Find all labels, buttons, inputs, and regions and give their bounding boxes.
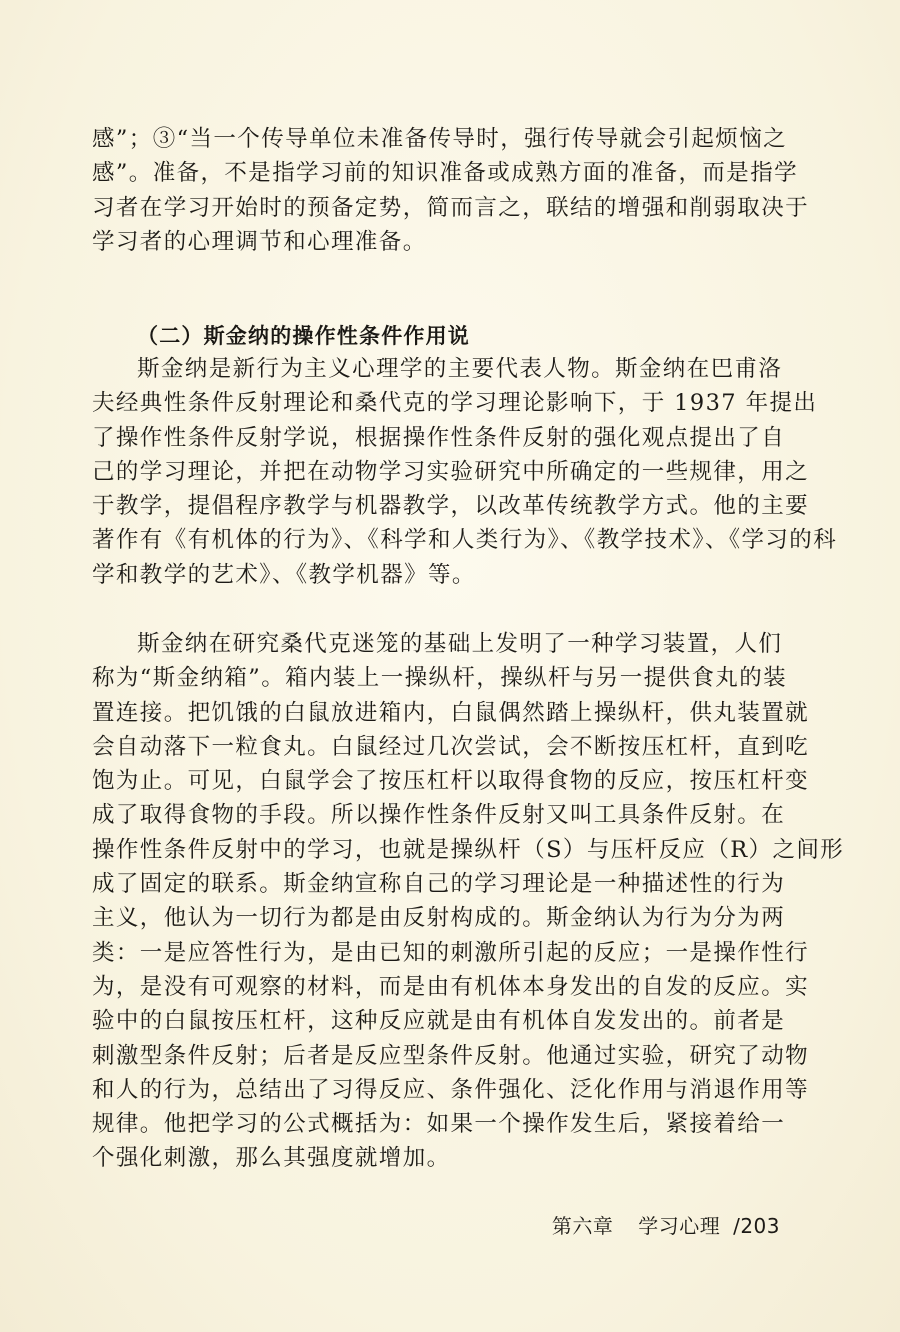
text-line: 成了取得食物的手段。所以操作性条件反射又叫工具条件反射。在 [92,802,786,829]
text-line: 置连接。把饥饿的白鼠放进箱内，白鼠偶然踏上操纵杆，供丸装置就 [92,699,810,726]
text-line: 了操作性条件反射学说，根据操作性条件反射的强化观点提出了自 [92,424,786,451]
text-line: 学习者的心理调节和心理准备。 [92,228,427,255]
paragraph-continued [92,122,810,259]
footer-chapter: 第六章 [551,1214,614,1238]
paragraph-skinner-intro [92,352,838,592]
text-line: 学和教学的艺术》、《教学机器》等。 [92,561,476,588]
page-footer [552,1210,780,1239]
text-line: 刺激型条件反射；后者是反应型条件反射。他通过实验，研究了动物 [92,1042,810,1069]
footer-chapter-title: 学习心理 [638,1214,721,1238]
text-line: 验中的白鼠按压杠杆，这种反应就是由有机体自发发出的。前者是 [92,1008,786,1035]
text-line: 为，是没有可观察的材料，而是由有机体本身发出的自发的反应。实 [92,973,810,1000]
text-line: 饱为止。可见，白鼠学会了按压杠杆以取得食物的反应，按压杠杆变 [92,768,810,795]
text-line: 感”。准备，不是指学习前的知识准备或成熟方面的准备，而是指学 [92,160,799,187]
text-line: 斯金纳是新行为主义心理学的主要代表人物。斯金纳在巴甫洛 [137,356,783,382]
text-line: 称为“斯金纳箱”。箱内装上一操纵杆，操纵杆与另一提供食丸的装 [92,665,788,692]
text-line: 个强化刺激，那么其强度就增加。 [92,1145,451,1172]
text-line: 感”；③“当一个传导单位未准备传导时，强行传导就会引起烦恼之 [92,126,788,152]
text-line: 于教学，提倡程序教学与机器教学，以改革传统教学方式。他的主要 [92,493,810,520]
text-line: 夫经典性条件反射理论和桑代克的学习理论影响下，于 1937 年提出 [92,390,818,417]
text-line: 著作有《有机体的行为》、《科学和人类行为》、《教学技术》、《学习的科 [92,527,838,554]
text-line: 规律。他把学习的公式概括为：如果一个操作发生后，紧接着给一 [92,1111,786,1138]
paragraph-skinner-box [92,627,845,1176]
text-line: 成了固定的联系。斯金纳宣称自己的学习理论是一种描述性的行为 [92,871,786,898]
text-line: 习者在学习开始时的预备定势，简而言之，联结的增强和削弱取决于 [92,194,810,221]
text-line: 主义，他认为一切行为都是由反射构成的。斯金纳认为行为分为两 [92,905,786,932]
text-line: 斯金纳在研究桑代克迷笼的基础上发明了一种学习装置，人们 [137,631,783,657]
text-line: 和人的行为，总结出了习得反应、条件强化、泛化作用与消退作用等 [92,1076,810,1103]
text-line: 会自动落下一粒食丸。白鼠经过几次尝试，会不断按压杠杆，直到吃 [92,733,810,760]
section-heading: （二）斯金纳的操作性条件作用说 [137,324,470,348]
text-line: 类：一是应答性行为，是由已知的刺激所引起的反应；一是操作性行 [92,939,810,966]
page-number: /203 [733,1214,780,1238]
text-line: 己的学习理论，并把在动物学习实验研究中所确定的一些规律，用之 [92,458,810,485]
text-line: 操作性条件反射中的学习，也就是操纵杆（S）与压杆反应（R）之间形 [92,836,845,863]
